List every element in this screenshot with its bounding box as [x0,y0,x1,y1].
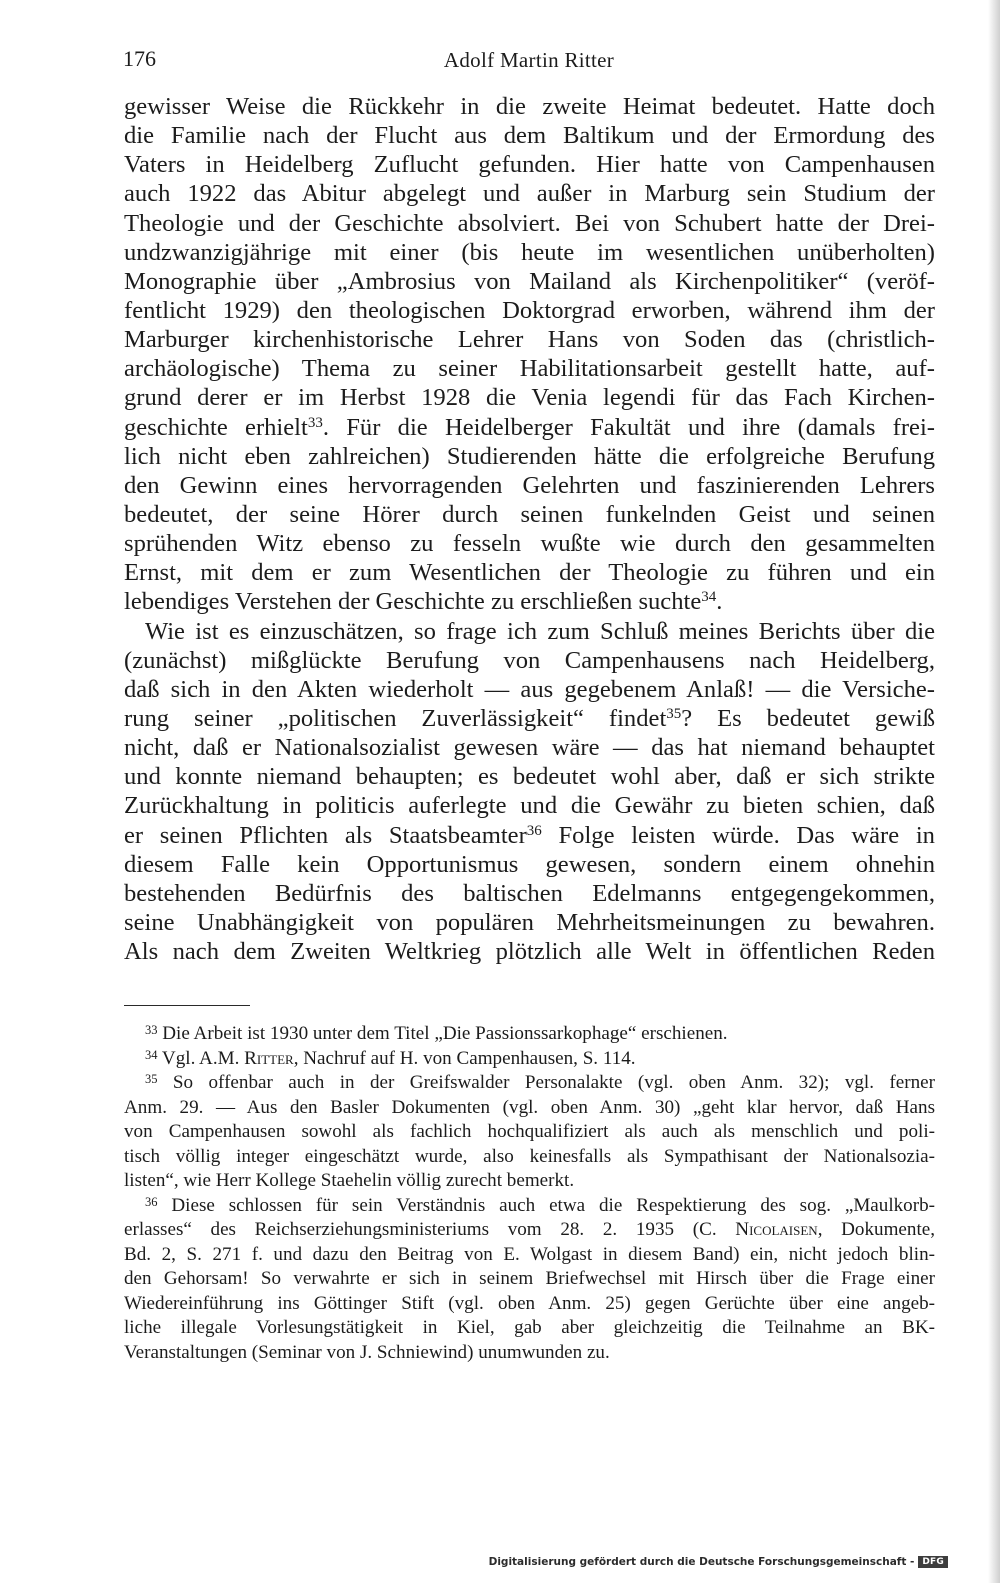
body-line: bedeutet, der seine Hörer durch seinen funkelnden Geist und seinen [124,500,935,528]
text-segment: lebendiges Verstehen der Geschichte zu erschließen suchte [124,588,702,616]
page-header [123,44,935,78]
footnote-line: Wiedereinführung ins Göttinger Stift (vgl. oben Anm. 25) gegen Gerüchte über eine angeb- [124,1292,935,1314]
body-line [124,704,935,733]
footnote-line: listen“, wie Herr Kollege Staehelin völlig zurecht bemerkt. [124,1170,575,1191]
footnote-ref-34[interactable]: 34 [701,589,717,606]
footnote-text: erlasses“ des Reichserziehungsministeriums vom 28. 2. 1935 (C. [124,1219,736,1240]
body-line: undzwanzigjährige mit einer (bis heute im wesentlichen unüberholten) [124,238,935,266]
body-line: Monographie über „Ambrosius von Mailand als Kirchenpolitiker“ (veröf- [124,267,935,295]
footnote-line: Anm. 29. — Aus den Basler Dokumenten (vgl. oben Anm. 30) „geht klar hervor, daß Hans [124,1096,935,1118]
body-line: nicht, daß er Nationalsozialist gewesen wäre — das hat niemand behauptet [124,734,935,762]
body-line: Vaters in Heidelberg Zuflucht gefunden. Hier hatte von Campenhausen [124,151,935,179]
body-line [124,821,935,850]
body-line: die Familie nach der Flucht aus dem Baltikum und der Ermordung des [124,122,935,150]
footnote-text: Die Arbeit ist 1930 unter dem Titel „Die Passionssarkophage“ erschienen. [157,1023,728,1044]
footnote-34 [124,1047,935,1072]
body-line [124,413,935,442]
text-segment: geschichte erhielt [124,413,308,441]
body-line: Zurückhaltung in politicis auferlegte und die Gewähr zu bieten schien, daß [124,792,935,820]
text-segment: . Für die Heidelberger Fakultät und ihre (damals frei- [322,413,935,441]
body-line: gewisser Weise die Rückkehr in die zweite Heimat bedeutet. Hatte doch [124,93,935,120]
footnote-line: tisch völlig integer eingeschätzt wurde, also keinesfalls als Sympathisant der Nationalsozia- [124,1145,935,1167]
running-head: Adolf Martin Ritter [443,48,615,72]
body-line: Wie ist es einzuschätzen, so frage ich zum Schluß meines Berichts über die [145,617,935,645]
footnote-line: liche illegale Vorlesungstätigkeit in Kiel, gab aber gleichzeitig die Teilnahme an BK- [124,1317,935,1338]
footnote-text: Vgl. A.M. [157,1047,245,1069]
page-number: 176 [123,46,156,71]
footnote-35 [124,1071,935,1096]
body-line: (zunächst) mißglückte Berufung von Campenhausens nach Heidelberg, [124,646,935,674]
footnote-number: 35 [145,1072,158,1086]
footnote-text: , Dokumente, [817,1219,935,1240]
body-line: sprühenden Witz ebenso zu fesseln wußte wie durch den gesammelten [124,530,935,558]
footnote-line: Veranstaltungen (Seminar von J. Schniewind) unumwunden zu. [124,1341,610,1363]
body-line: bestehenden Bedürfnis des baltischen Edelmanns entgegengekommen, [124,879,935,907]
dfg-logo: DFG [918,1556,948,1568]
body-line: archäologische) Thema zu seiner Habilitationsarbeit gestellt hatte, auf- [124,355,935,383]
funding-notice [489,1556,948,1568]
body-text [124,92,935,966]
book-spine-shadow [988,0,1000,1583]
footnote-line: Bd. 2, S. 271 f. und dazu den Beitrag von E. Wolgast in diesem Band) ein, nicht jedoch blin- [124,1243,935,1265]
text-segment: . [716,588,723,616]
footnotes [124,1022,935,1365]
author-name: Nicolaisen [735,1219,818,1240]
body-line: auch 1922 das Abitur abgelegt und außer in Marburg sein Studium der [124,180,935,208]
footnote-ref-35[interactable]: 35 [666,705,682,722]
footnote-line: von Campenhausen sowohl als fachlich hochqualifiziert als auch als menschlich und poli- [124,1121,935,1142]
body-line [124,587,935,616]
body-line: Ernst, mit dem er zum Wesentlichen der Theologie zu führen und ein [124,559,935,587]
footnote-text: Diese schlossen für sein Verständnis auch etwa die Respektierung des sog. „Maulkorb- [157,1194,935,1216]
body-line: und konnte niemand behaupten; es bedeutet wohl aber, daß er sich strikte [124,763,935,791]
body-line: fentlicht 1929) den theologischen Doktorgrad erworben, während ihm der [124,296,935,324]
body-line: diesem Falle kein Opportunismus gewesen, sondern einem ohnehin [124,850,935,878]
footnote-number: 34 [145,1047,158,1062]
text-segment: er seinen Pflichten als Staatsbeamter [124,821,527,849]
footnote-36 [124,1194,935,1219]
footnote-line [124,1218,935,1243]
footnote-number: 36 [145,1194,158,1209]
text-segment: rung seiner „politischen Zuverlässigkeit“ findet [124,704,667,732]
body-line: grund derer er im Herbst 1928 die Venia legendi für das Fach Kirchen- [124,384,935,412]
footnote-text: , Nachruf auf H. von Campenhausen, S. 114. [293,1047,636,1069]
footnote-number: 33 [145,1023,158,1037]
body-line: Theologie und der Geschichte absolviert. Bei von Schubert hatte der Drei- [124,209,935,237]
footnote-33 [124,1022,935,1047]
funding-text: Digitalisierung gefördert durch die Deutsche Forschungsgemeinschaft - [488,1556,915,1568]
footnote-line: den Gehorsam! So verwahrte er sich in seinem Briefwechsel mit Hirsch über die Frage einer [124,1268,935,1289]
text-segment: ? Es bedeutet gewiß [681,704,935,732]
body-line: Als nach dem Zweiten Weltkrieg plötzlich alle Welt in öffentlichen Reden [124,938,935,966]
footnote-text: So offenbar auch in der Greifswalder Personalakte (vgl. oben Anm. 32); vgl. ferner [157,1072,935,1093]
body-line: Marburger kirchenhistorische Lehrer Hans von Soden das (christlich- [124,326,935,354]
footnote-ref-33[interactable]: 33 [307,414,323,431]
body-line: lich nicht eben zahlreichen) Studierenden hätte die erfolgreiche Berufung [124,442,935,470]
footnote-separator [124,1005,250,1006]
text-segment: Folge leisten würde. Das wäre in [541,821,935,849]
author-name: Ritter [244,1047,294,1069]
body-line: seine Unabhängigkeit von populären Mehrheitsmeinungen zu bewahren. [124,908,935,936]
footnote-ref-36[interactable]: 36 [526,822,542,839]
body-line: daß sich in den Akten wiederholt — aus gegebenem Anlaß! — die Versiche- [124,675,935,703]
body-line: den Gewinn eines hervorragenden Gelehrten und faszinierenden Lehrers [124,471,935,499]
